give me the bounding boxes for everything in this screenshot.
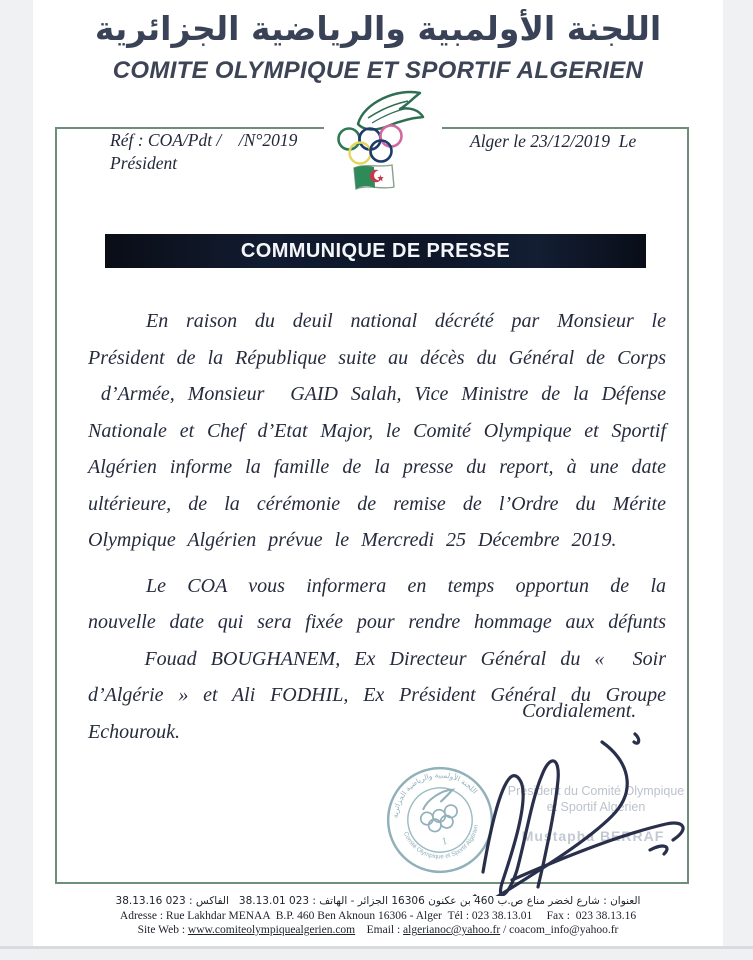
stamp-arabic-arc-text: اللجنة الأولمبية والرياضية الجزائرية [390,770,480,819]
signatory-title-line1: Président du Comité Olympique [507,784,685,798]
signatory-title-line2: et Sportif Algérien [546,800,646,814]
stamp-french-arc-text: Comité Olympique et Sportif Algérien [401,824,481,861]
letter-body [88,303,666,750]
press-release-banner-title: COMMUNIQUE DE PRESSE [240,239,511,262]
email-address-1: algerianoc@yahoo.fr [403,924,501,936]
footer-contact-block [33,894,723,938]
coa-olympic-logo [324,84,442,200]
handwritten-signature [450,730,692,896]
body-paragraph-2: Le COA vous informera en temps opportun de la nouvelle date qui sera fixée pour rendre hommage aux défunts Fouad BOUGHANEM, Ex Directeur Général du « Soir d’Algérie » et Ali FODHIL, Ex Président Général du Groupe Echourouk. [88,574,666,743]
reference-president: Président [110,153,178,173]
closing-salutation: Cordialement. [522,700,637,722]
organization-arabic-title: اللجنة الأولمبية والرياضية الجزائرية [94,9,662,48]
email-address-2: coacom_info@yahoo.fr [509,924,619,936]
scan-bottom-edge [0,946,753,960]
signature-ink-icon [450,730,692,896]
footer-french-address: Adresse : Rue Lakhdar MENAA B.P. 460 Ben Aknoun 16306 - Alger Tél : 023 38.13.01 Fax : 023 38.13.16 [119,909,637,922]
email-separator: / [500,924,510,936]
body-paragraph-1: En raison du deuil national décrété par Monsieur le Président de la République suite au décès du Général de Corps d’Armée, Monsieur GAID Salah, Vice Ministre de la Défense Nationale et Chef d’Etat Major, le Comité Olympique et Sportif Algérien informe la famille de la presse du report, à une date ultérieure, de la cérémonie de remise de l’Ordre du Mérite Olympique Algérien prévue le Mercredi 25 Décembre 2019. [88,310,666,551]
signatory-name: Mustapha BERRAF [521,828,665,844]
email-label: Email : [355,924,404,936]
reference-number: Réf : COA/Pdt / /N°2019 [110,130,298,150]
stamp-number: 1 [440,835,449,848]
footer-web-email-line [33,923,723,938]
organization-french-title: COMITE OLYMPIQUE ET SPORTIF ALGERIEN [112,57,644,84]
footer-arabic-address: العنوان : شارع لخضر مناع ص.ب 460 بن عكنون 16306 الجزائر - الهاتف : 023 38.13.01 الفاكس : 023 38.13.16 [115,895,641,907]
site-web-label: Site Web : [137,924,188,936]
reference-block [110,129,297,175]
website-url: www.comiteolympiquealgerien.com [187,924,356,936]
place-date-line: Alger le 23/12/2019 Le [470,131,637,151]
dove-rings-flag-icon [324,84,442,200]
press-release-banner [105,234,646,268]
